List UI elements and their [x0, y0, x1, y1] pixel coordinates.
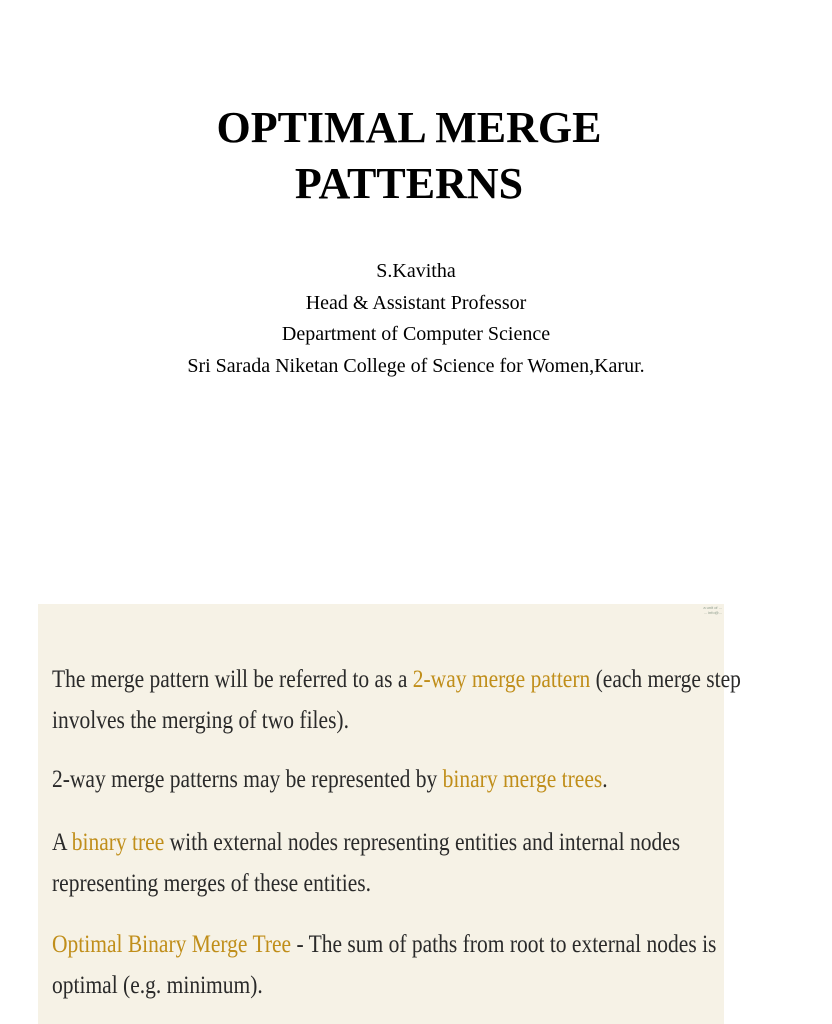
text-segment: .: [602, 766, 608, 793]
watermark-line-1: a unit of ...: [703, 605, 722, 610]
author-college: Sri Sarada Niketan College of Science for Women,Karur.: [187, 354, 645, 377]
text-segment: - The sum of paths from root to external nodes is: [291, 931, 717, 958]
watermark: [703, 605, 722, 615]
title-line-1: OPTIMAL MERGE: [216, 103, 602, 152]
paragraph-line: [52, 759, 621, 800]
text-segment: (each merge step: [590, 666, 741, 693]
paragraph-line: [52, 822, 681, 863]
watermark-line-2: ... info@...: [703, 610, 722, 615]
text-segment: A: [52, 829, 72, 856]
paragraph-line: representing merges of these entities.: [52, 870, 372, 897]
author-department: Department of Computer Science: [281, 323, 551, 345]
highlight-term: binary tree: [71, 829, 165, 856]
author-position: Head & Assistant Professor: [305, 291, 527, 314]
author-block: [0, 256, 832, 382]
paragraph-line: [52, 924, 717, 965]
paragraph-binary-tree: [52, 822, 681, 904]
highlight-term: 2-way merge pattern: [412, 666, 591, 693]
paragraph-two-way-merge: [52, 659, 741, 741]
paragraph-line: [52, 659, 741, 700]
highlight-term: binary merge trees: [442, 766, 603, 793]
embedded-slide-image: [38, 604, 741, 1024]
title-line-2: PATTERNS: [294, 159, 524, 208]
text-segment: The merge pattern will be referred to as a: [52, 666, 413, 693]
text-segment: with external nodes representing entities and internal nodes: [164, 829, 681, 856]
paragraph-line: involves the merging of two files).: [52, 707, 349, 734]
author-name: S.Kavitha: [376, 260, 456, 282]
paragraph-optimal-binary-merge-tree: [52, 924, 717, 1006]
paragraph-line: optimal (e.g. minimum).: [52, 972, 263, 999]
text-segment: 2-way merge patterns may be represented by: [52, 766, 443, 793]
highlight-term: Optimal Binary Merge Tree: [52, 931, 292, 958]
page-title: [0, 100, 818, 212]
paragraph-binary-merge-trees: [52, 759, 621, 800]
